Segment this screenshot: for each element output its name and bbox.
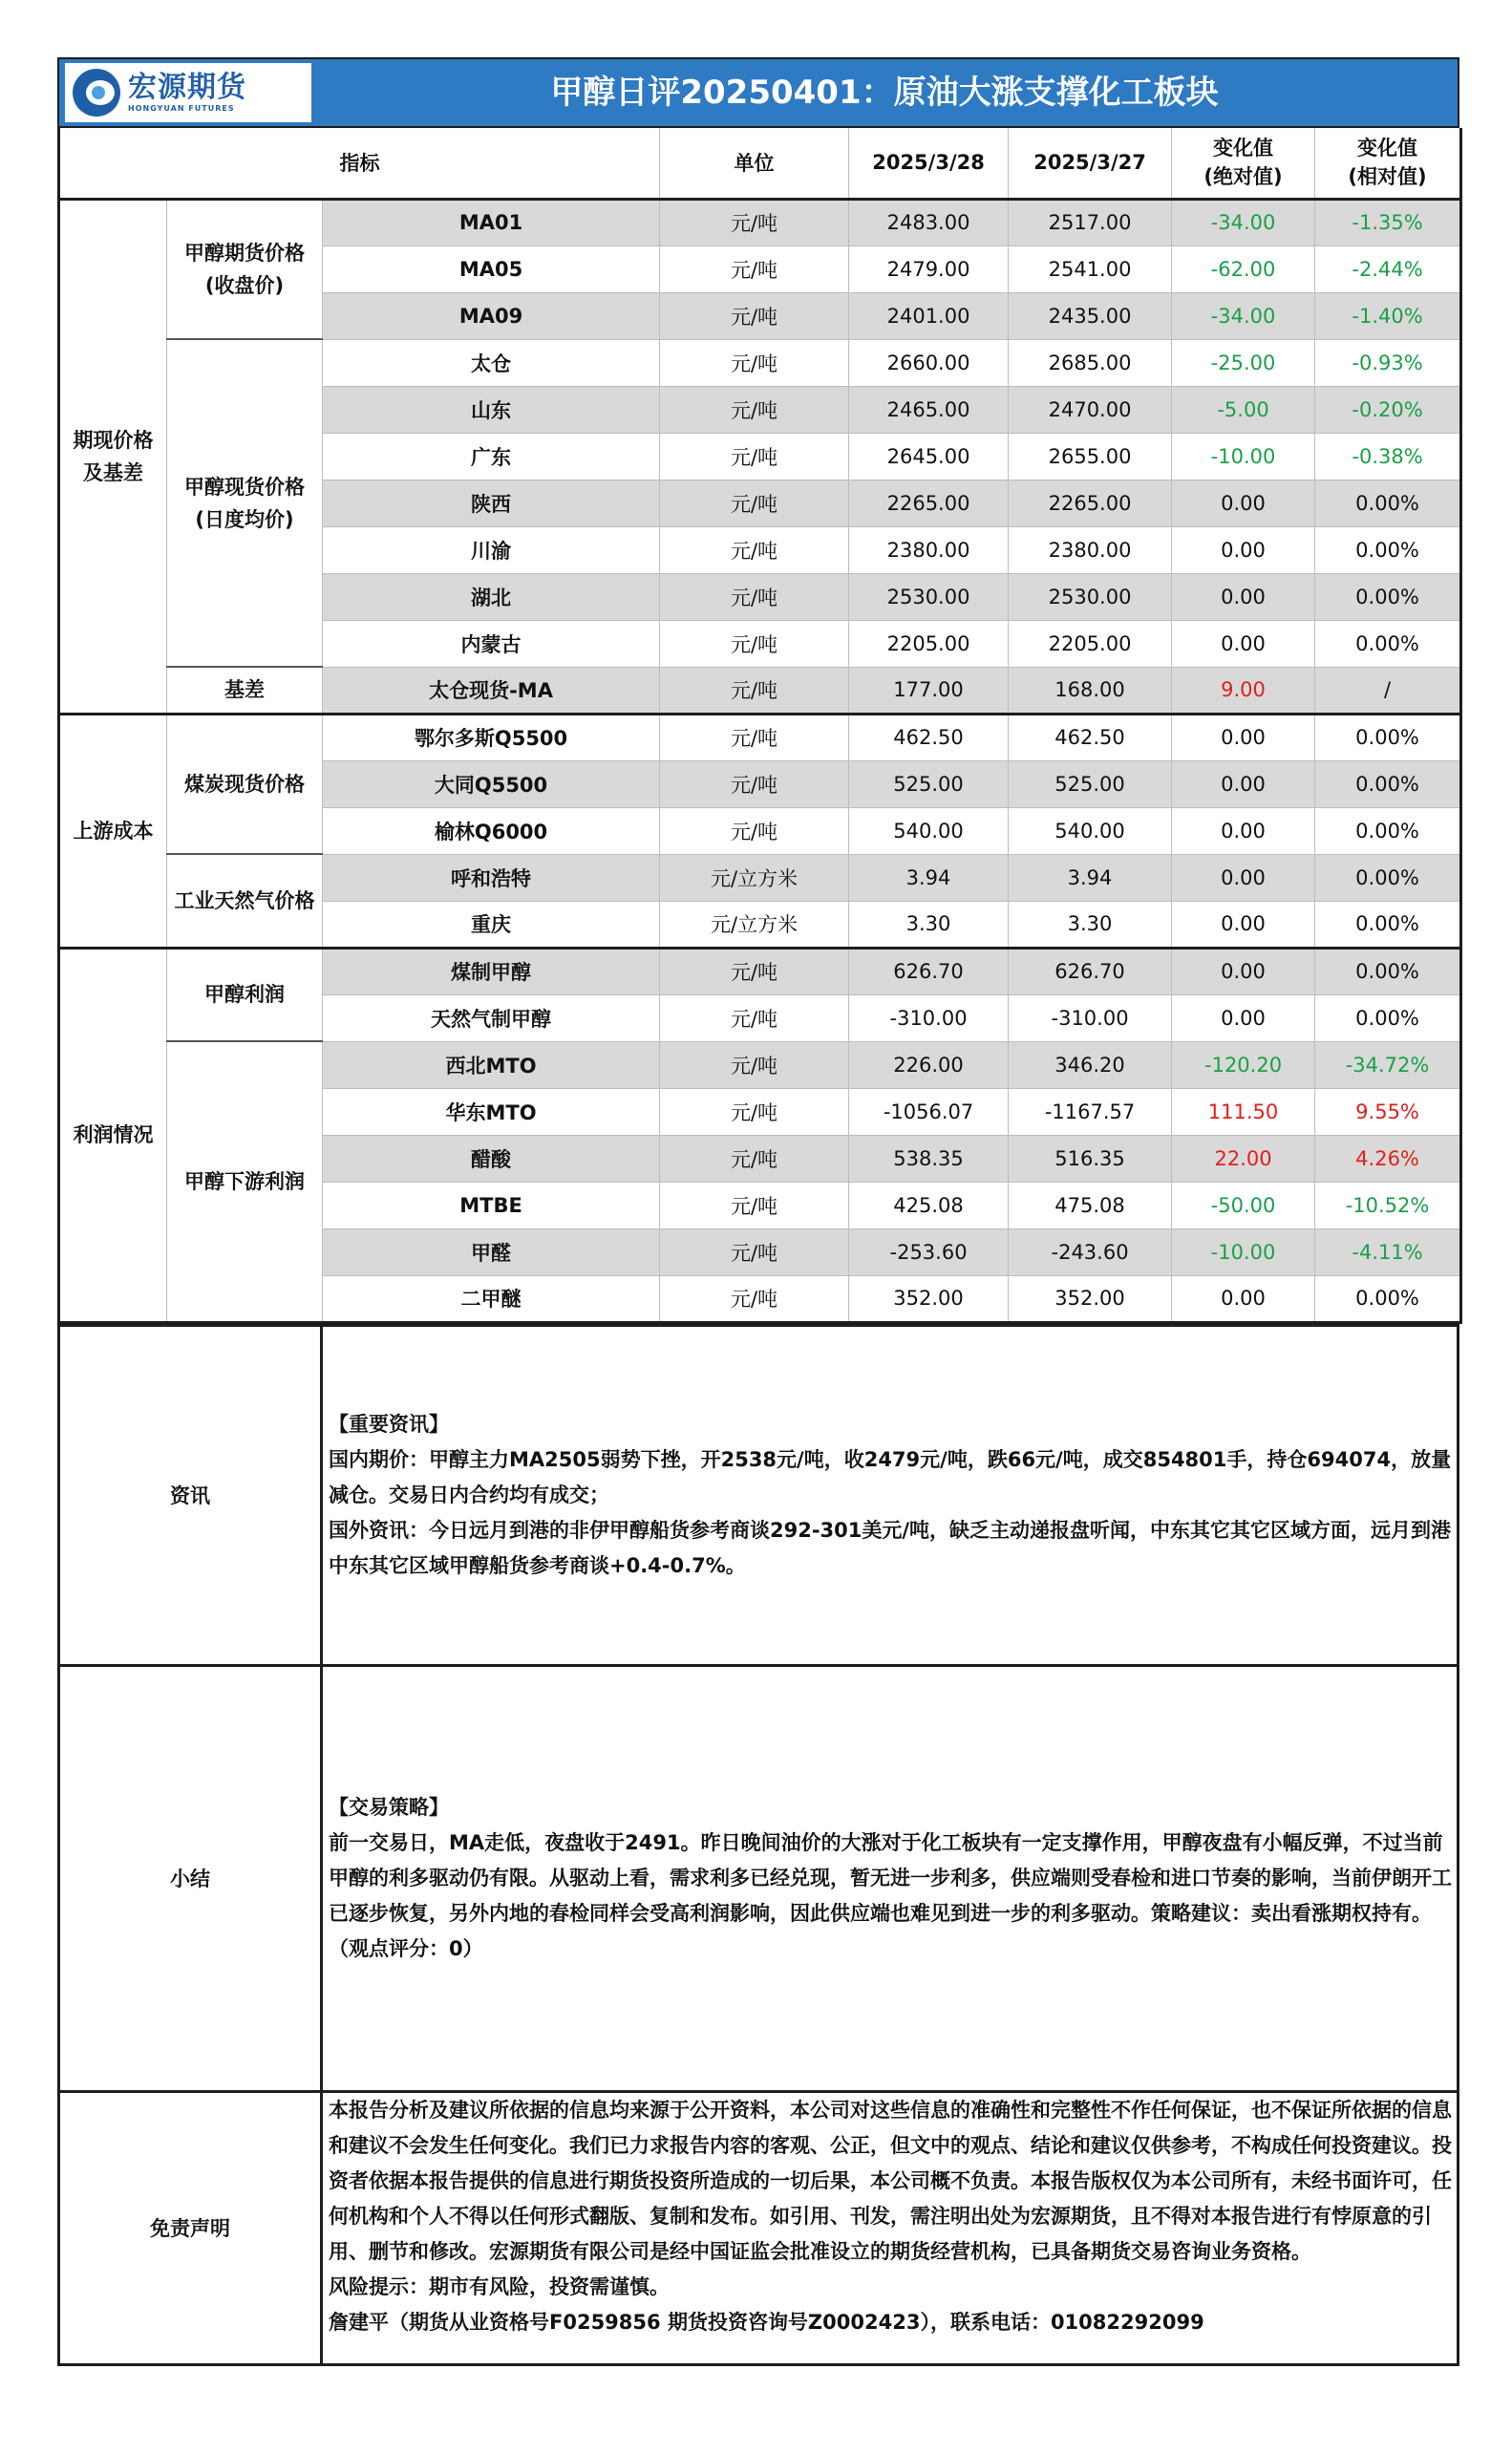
value-date1: 3.30: [849, 901, 1009, 948]
analyst-info: 詹建平（期货从业资格号F0259856 期货投资咨询号Z0002423），联系电话：01082292099: [329, 2310, 1204, 2334]
rel-change: -1.40%: [1315, 292, 1461, 339]
abs-change: -5.00: [1172, 386, 1315, 433]
value-date2: 2265.00: [1009, 480, 1172, 526]
rel-change: 0.00%: [1315, 480, 1461, 526]
indicator-name: 鄂尔多斯Q5500: [323, 714, 660, 760]
value-date2: 346.20: [1009, 1041, 1172, 1088]
unit-cell: 元/吨: [660, 199, 849, 246]
value-date1: 177.00: [849, 667, 1009, 714]
category-label: 利润情况: [73, 1123, 154, 1146]
report-title: 甲醇日评20250401：原油大涨支撑化工板块: [550, 74, 1219, 112]
unit-cell: 元/吨: [660, 760, 849, 807]
indicator-name: 太仓: [323, 339, 660, 386]
value-date1: 2645.00: [849, 433, 1009, 480]
subgroup-methanol-profit: [167, 948, 323, 1041]
col-header-date1: 2025/3/28: [849, 128, 1009, 199]
rel-change: -34.72%: [1315, 1041, 1461, 1088]
abs-change: -120.20: [1172, 1041, 1315, 1088]
col-header-indicator: 指标: [59, 128, 660, 199]
indicator-name: MTBE: [323, 1182, 660, 1228]
value-date1: 2465.00: [849, 386, 1009, 433]
unit-cell: 元/吨: [660, 433, 849, 480]
unit-cell: 元/吨: [660, 339, 849, 386]
news-domestic: 国内期价：甲醇主力MA2505弱势下挫，开2538元/吨，收2479元/吨，跌66元/吨，成交854801手，持仓694074，放量减仓。交易日内合约均有成交；: [329, 1447, 1452, 1506]
indicator-name: 太仓现货-MA: [323, 667, 660, 714]
unit-cell: 元/吨: [660, 667, 849, 714]
subgroup-futures: [167, 199, 323, 339]
rel-change: 0.00%: [1315, 573, 1461, 620]
subgroup-label: 甲醇下游利润: [184, 1169, 305, 1193]
rel-change: 9.55%: [1315, 1088, 1461, 1135]
value-date1: 540.00: [849, 807, 1009, 854]
category-upstream-cost: [59, 714, 167, 948]
value-date1: 3.94: [849, 854, 1009, 901]
value-date2: -243.60: [1009, 1228, 1172, 1275]
table-row: [59, 1041, 1461, 1088]
unit-cell: 元/吨: [660, 1088, 849, 1135]
subgroup-label: 基差: [224, 678, 265, 702]
value-date2: -1167.57: [1009, 1088, 1172, 1135]
col-header-rel-change: [1315, 128, 1461, 199]
abs-change: -34.00: [1172, 199, 1315, 246]
value-date1: 2660.00: [849, 339, 1009, 386]
indicator-name: 川渝: [323, 526, 660, 573]
value-date1: 2479.00: [849, 246, 1009, 292]
table-row: [59, 714, 1461, 760]
unit-cell: 元/吨: [660, 386, 849, 433]
company-logo: [65, 63, 311, 122]
table-row: [59, 667, 1461, 714]
unit-cell: 元/吨: [660, 573, 849, 620]
subgroup-label: 煤炭现货价格: [184, 772, 305, 796]
value-date2: -310.00: [1009, 994, 1172, 1041]
summary-label: 小结: [59, 1665, 322, 2091]
value-date2: 626.70: [1009, 948, 1172, 994]
unit-cell: 元/吨: [660, 994, 849, 1041]
value-date2: 168.00: [1009, 667, 1172, 714]
indicator-name: 广东: [323, 433, 660, 480]
value-date2: 2530.00: [1009, 573, 1172, 620]
unit-cell: 元/吨: [660, 620, 849, 667]
value-date2: 3.30: [1009, 901, 1172, 948]
rel-change: 0.00%: [1315, 948, 1461, 994]
indicator-name: 甲醛: [323, 1228, 660, 1275]
news-label: 资讯: [59, 1325, 322, 1665]
rel-change: 0.00%: [1315, 620, 1461, 667]
value-date2: 2655.00: [1009, 433, 1172, 480]
indicator-name: 天然气制甲醇: [323, 994, 660, 1041]
subgroup-basis: [167, 667, 323, 714]
indicator-name: 重庆: [323, 901, 660, 948]
news-heading: 【重要资讯】: [329, 1412, 449, 1436]
disclaimer-content: [322, 2091, 1459, 2364]
value-date2: 475.08: [1009, 1182, 1172, 1228]
rel-change: 0.00%: [1315, 760, 1461, 807]
value-date1: 2380.00: [849, 526, 1009, 573]
col-header-unit: 单位: [660, 128, 849, 199]
abs-change: 0.00: [1172, 573, 1315, 620]
indicator-name: 二甲醚: [323, 1275, 660, 1322]
indicator-name: 榆林Q6000: [323, 807, 660, 854]
value-date1: -1056.07: [849, 1088, 1009, 1135]
value-date1: 525.00: [849, 760, 1009, 807]
rel-change: 0.00%: [1315, 526, 1461, 573]
col-header-date2: 2025/3/27: [1009, 128, 1172, 199]
rel-change: -1.35%: [1315, 199, 1461, 246]
category-label: 及基差: [83, 460, 143, 484]
abs-change: -34.00: [1172, 292, 1315, 339]
value-date1: 352.00: [849, 1275, 1009, 1322]
category-label: 期现价格: [73, 428, 154, 452]
news-content: [322, 1325, 1459, 1665]
indicator-name: MA05: [323, 246, 660, 292]
news-overseas: 国外资讯：今日远月到港的非伊甲醇船货参考商谈292-301美元/吨，缺乏主动递报盘听闻，中东其它其它区域方面，远月到港中东其它区域甲醇船货参考商谈+0.4-0.7%。: [329, 1518, 1452, 1577]
indicator-name: 山东: [323, 386, 660, 433]
value-date2: 2380.00: [1009, 526, 1172, 573]
subgroup-label: 甲醇现货价格: [184, 475, 305, 499]
value-date2: 352.00: [1009, 1275, 1172, 1322]
rel-change: 0.00%: [1315, 901, 1461, 948]
table-row: [59, 854, 1461, 901]
rel-change: 0.00%: [1315, 714, 1461, 760]
rel-change: -10.52%: [1315, 1182, 1461, 1228]
rel-change: 0.00%: [1315, 994, 1461, 1041]
subgroup-label: 甲醇利润: [204, 983, 285, 1007]
indicator-name: 湖北: [323, 573, 660, 620]
value-date1: 2205.00: [849, 620, 1009, 667]
category-spot-basis: [59, 199, 167, 714]
abs-change: -50.00: [1172, 1182, 1315, 1228]
value-date1: 226.00: [849, 1041, 1009, 1088]
value-date1: 538.35: [849, 1135, 1009, 1182]
value-date2: 3.94: [1009, 854, 1172, 901]
unit-cell: 元/吨: [660, 1041, 849, 1088]
abs-change: -10.00: [1172, 1228, 1315, 1275]
category-label: 上游成本: [73, 819, 154, 843]
abs-change: 0.00: [1172, 526, 1315, 573]
abs-header-line1: 变化值: [1213, 137, 1274, 160]
col-header-abs-change: [1172, 128, 1315, 199]
subgroup-coal: [167, 714, 323, 854]
abs-change: 0.00: [1172, 1275, 1315, 1322]
unit-cell: 元/吨: [660, 807, 849, 854]
subgroup-label: 甲醇期货价格: [184, 241, 305, 265]
abs-change: 0.00: [1172, 807, 1315, 854]
value-date1: 626.70: [849, 948, 1009, 994]
value-date1: 2530.00: [849, 573, 1009, 620]
value-date1: -253.60: [849, 1228, 1009, 1275]
subgroup-gas: [167, 854, 323, 948]
summary-content: [322, 1665, 1459, 2091]
commentary-table: [57, 1324, 1459, 2366]
abs-change: 0.00: [1172, 901, 1315, 948]
abs-change: 0.00: [1172, 760, 1315, 807]
abs-change: -62.00: [1172, 246, 1315, 292]
value-date1: -310.00: [849, 994, 1009, 1041]
unit-cell: 元/吨: [660, 246, 849, 292]
rel-change: 0.00%: [1315, 854, 1461, 901]
disclaimer-label: 免责声明: [59, 2091, 322, 2364]
unit-cell: 元/吨: [660, 1228, 849, 1275]
indicator-name: 大同Q5500: [323, 760, 660, 807]
rel-change: 0.00%: [1315, 807, 1461, 854]
value-date1: 2401.00: [849, 292, 1009, 339]
summary-section: [59, 1665, 1459, 2091]
abs-change: 0.00: [1172, 854, 1315, 901]
abs-change: 0.00: [1172, 948, 1315, 994]
value-date2: 2470.00: [1009, 386, 1172, 433]
rel-change: -0.93%: [1315, 339, 1461, 386]
table-row: [59, 339, 1461, 386]
value-date2: 462.50: [1009, 714, 1172, 760]
indicator-name: 醋酸: [323, 1135, 660, 1182]
abs-change: -10.00: [1172, 433, 1315, 480]
unit-cell: 元/立方米: [660, 901, 849, 948]
table-row: [59, 948, 1461, 994]
rel-header-line2: (相对值): [1348, 165, 1427, 189]
subgroup-label: 工业天然气价格: [174, 888, 315, 912]
value-date2: 2205.00: [1009, 620, 1172, 667]
logo-name-cn: 宏源期货: [128, 71, 246, 104]
unit-cell: 元/吨: [660, 526, 849, 573]
value-date2: 2435.00: [1009, 292, 1172, 339]
unit-cell: 元/吨: [660, 1135, 849, 1182]
abs-change: 0.00: [1172, 620, 1315, 667]
report-sheet: [57, 57, 1459, 2366]
value-date1: 2483.00: [849, 199, 1009, 246]
report-header: [57, 57, 1459, 128]
indicator-name: MA09: [323, 292, 660, 339]
rel-change: 4.26%: [1315, 1135, 1461, 1182]
summary-heading: 【交易策略】: [329, 1795, 449, 1819]
unit-cell: 元/吨: [660, 714, 849, 760]
indicator-name: 内蒙古: [323, 620, 660, 667]
disclaimer-text: 本报告分析及建议所依据的信息均来源于公开资料，本公司对这些信息的准确性和完整性不作任何保证，也不保证所依据的信息和建议不会发生任何变化。我们已力求报告内容的客观、公正，但文中的观点、结论和建议仅供参考，不构成任何投资建议。投资者依据本报告提供的信息进行期货投资所造成的一切后果，本公司概不负责。本报告版权仅为本公司所有，未经书面许可，任何机构和个人不得以任何形式翻版、复制和发布。如引用、刊发，需注明出处为宏源期货，且不得对本报告进行有悖原意的引用、删节和修改。宏源期货有限公司是经中国证监会批准设立的期货经营机构，已具备期货交易咨询业务资格。: [329, 2098, 1452, 2263]
unit-cell: 元/立方米: [660, 854, 849, 901]
table-row: [59, 199, 1461, 246]
rel-change: -0.20%: [1315, 386, 1461, 433]
unit-cell: 元/吨: [660, 292, 849, 339]
rel-header-line1: 变化值: [1357, 137, 1418, 160]
rel-change: /: [1315, 667, 1461, 714]
value-date2: 525.00: [1009, 760, 1172, 807]
value-date2: 2685.00: [1009, 339, 1172, 386]
indicator-name: MA01: [323, 199, 660, 246]
rel-change: -0.38%: [1315, 433, 1461, 480]
value-date1: 425.08: [849, 1182, 1009, 1228]
unit-cell: 元/吨: [660, 1182, 849, 1228]
abs-change: 9.00: [1172, 667, 1315, 714]
abs-change: 111.50: [1172, 1088, 1315, 1135]
summary-text: 前一交易日，MA走低，夜盘收于2491。昨日晚间油价的大涨对于化工板块有一定支撑作用，甲醇夜盘有小幅反弹，不过当前甲醇的利多驱动仍有限。从驱动上看，需求利多已经兑现，暂无进一步利多，供应端则受春检和进口节奏的影响，当前伊朗开工已逐步恢复，另外内地的春检同样会受高利润影响，因此供应端也难见到进一步的利多驱动。策略建议：卖出看涨期权持有。（观点评分：0）: [329, 1830, 1452, 1960]
abs-change: -25.00: [1172, 339, 1315, 386]
category-profit: [59, 948, 167, 1322]
abs-change: 0.00: [1172, 480, 1315, 526]
rel-change: 0.00%: [1315, 1275, 1461, 1322]
rel-change: -4.11%: [1315, 1228, 1461, 1275]
table-header-row: [59, 128, 1461, 199]
indicator-name: 呼和浩特: [323, 854, 660, 901]
unit-cell: 元/吨: [660, 1275, 849, 1322]
indicator-name: 陕西: [323, 480, 660, 526]
value-date2: 2541.00: [1009, 246, 1172, 292]
indicator-name: 西北MTO: [323, 1041, 660, 1088]
risk-warning: 风险提示：期市有风险，投资需谨慎。: [329, 2274, 670, 2298]
abs-header-line2: (绝对值): [1203, 165, 1283, 189]
rel-change: -2.44%: [1315, 246, 1461, 292]
subgroup-label: (收盘价): [204, 273, 285, 297]
subgroup-downstream-profit: [167, 1041, 323, 1322]
abs-change: 0.00: [1172, 714, 1315, 760]
value-date1: 462.50: [849, 714, 1009, 760]
indicator-name: 华东MTO: [323, 1088, 660, 1135]
unit-cell: 元/吨: [660, 948, 849, 994]
price-table: [57, 128, 1462, 1324]
value-date2: 540.00: [1009, 807, 1172, 854]
news-section: [59, 1325, 1459, 1665]
value-date1: 2265.00: [849, 480, 1009, 526]
unit-cell: 元/吨: [660, 480, 849, 526]
value-date2: 516.35: [1009, 1135, 1172, 1182]
logo-name-en: HONGYUAN FUTURES: [128, 104, 235, 113]
abs-change: 0.00: [1172, 994, 1315, 1041]
subgroup-spot-price: [167, 339, 323, 667]
logo-emblem-icon: [73, 69, 120, 117]
subgroup-label: (日度均价): [195, 507, 294, 531]
value-date2: 2517.00: [1009, 199, 1172, 246]
indicator-name: 煤制甲醇: [323, 948, 660, 994]
disclaimer-section: [59, 2091, 1459, 2364]
abs-change: 22.00: [1172, 1135, 1315, 1182]
